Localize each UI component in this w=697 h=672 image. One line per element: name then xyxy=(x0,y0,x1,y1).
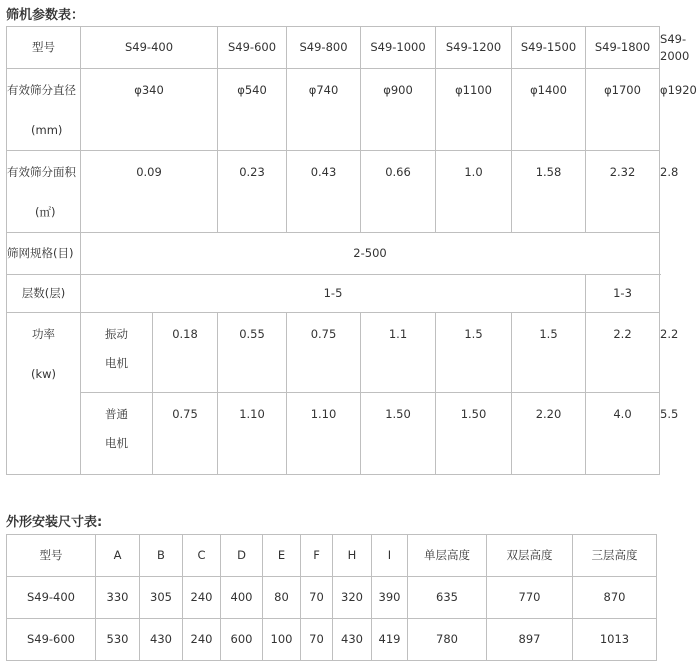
area-cell: 1.0 xyxy=(436,151,512,233)
diameter-cell: φ1700 xyxy=(586,69,660,151)
area-cell: 0.09 xyxy=(81,151,218,233)
dimensions-table-title: 外形安装尺寸表: xyxy=(6,515,103,530)
dim-cell: 770 xyxy=(487,577,573,619)
norm-cell: 1.10 xyxy=(287,393,361,475)
dim-header: B xyxy=(140,535,183,577)
dim-header: E xyxy=(263,535,301,577)
area-cell: 0.43 xyxy=(287,151,361,233)
diameter-label: 有效筛分直径 (mm) xyxy=(7,69,81,151)
dim-cell: S49-400 xyxy=(7,577,96,619)
area-cell: 2.32 xyxy=(586,151,660,233)
screen-params-table xyxy=(6,26,697,475)
vib-cell: 0.75 xyxy=(287,313,361,393)
area-label: 有效筛分面积 (㎡) xyxy=(7,151,81,233)
diameter-row: 有效筛分直径 (mm) φ340 φ540 φ740 φ900 φ1100 φ1400 φ1700 φ1920 xyxy=(7,69,660,151)
dim-cell: 70 xyxy=(301,619,333,661)
dim-cell: 600 xyxy=(221,619,263,661)
dim-cell: 780 xyxy=(408,619,487,661)
dim-cell: S49-600 xyxy=(7,619,96,661)
dim-cell: 240 xyxy=(183,619,221,661)
params-table-title: 筛机参数表： xyxy=(6,8,85,23)
dim-header: A xyxy=(96,535,140,577)
vib-cell: 2.2 xyxy=(586,313,660,393)
dim-cell: 320 xyxy=(333,577,372,619)
mesh-value: 2-500 xyxy=(81,233,660,275)
vib-motor-label: 振动 电机 xyxy=(81,313,153,393)
dim-header: 单层高度 xyxy=(408,535,487,577)
normal-motor-row: 普通 电机 0.75 1.10 1.10 1.50 1.50 2.20 4.0 5.5 xyxy=(7,393,660,475)
norm-cell: 2.20 xyxy=(512,393,586,475)
norm-cell: 1.50 xyxy=(361,393,436,475)
dim-cell: 400 xyxy=(221,577,263,619)
model-cell: S49-1500 xyxy=(512,27,586,69)
diameter-cell: φ740 xyxy=(287,69,361,151)
power-label: 功率 (kw) xyxy=(7,313,81,475)
norm-cell: 1.10 xyxy=(218,393,287,475)
dim-header: 双层高度 xyxy=(487,535,573,577)
normal-motor-label: 普通 电机 xyxy=(81,393,153,475)
dimensions-table xyxy=(6,534,657,661)
dim-header: H xyxy=(333,535,372,577)
area-row: 有效筛分面积 (㎡) 0.09 0.23 0.43 0.66 1.0 1.58 2.32 2.8 xyxy=(7,151,660,233)
dim-cell: 70 xyxy=(301,577,333,619)
vib-cell: 1.5 xyxy=(512,313,586,393)
dim-cell: 870 xyxy=(573,577,657,619)
area-cell: 1.58 xyxy=(512,151,586,233)
dim-header: D xyxy=(221,535,263,577)
diameter-cell: φ1400 xyxy=(512,69,586,151)
diameter-cell: φ1100 xyxy=(436,69,512,151)
table-row xyxy=(7,619,657,661)
vib-cell: 0.55 xyxy=(218,313,287,393)
vib-cell: 1.1 xyxy=(361,313,436,393)
dim-cell: 635 xyxy=(408,577,487,619)
mesh-row xyxy=(7,233,660,275)
vib-cell: 0.18 xyxy=(153,313,218,393)
dim-cell: 80 xyxy=(263,577,301,619)
layers-value-a: 1-5 xyxy=(81,275,586,313)
area-cell: 0.23 xyxy=(218,151,287,233)
diameter-cell: φ340 xyxy=(81,69,218,151)
dim-header: F xyxy=(301,535,333,577)
norm-cell: 4.0 xyxy=(586,393,660,475)
dim-cell: 305 xyxy=(140,577,183,619)
layers-label: 层数(层) xyxy=(7,275,81,313)
dim-cell: 430 xyxy=(140,619,183,661)
dim-header: 型号 xyxy=(7,535,96,577)
vib-cell: 1.5 xyxy=(436,313,512,393)
vib-motor-row: 功率 (kw) 振动 电机 0.18 0.55 0.75 1.1 1.5 1.5 2.2 2.2 xyxy=(7,313,660,393)
norm-cell: 0.75 xyxy=(153,393,218,475)
diameter-cell: φ900 xyxy=(361,69,436,151)
dim-header-row xyxy=(7,535,657,577)
diameter-cell: φ540 xyxy=(218,69,287,151)
dim-cell: 530 xyxy=(96,619,140,661)
dim-header: 三层高度 xyxy=(573,535,657,577)
model-cell: S49-1200 xyxy=(436,27,512,69)
dim-cell: 419 xyxy=(372,619,408,661)
dim-header: I xyxy=(372,535,408,577)
dim-cell: 330 xyxy=(96,577,140,619)
dim-cell: 100 xyxy=(263,619,301,661)
model-row: 型号 S49-400 S49-600 S49-800 S49-1000 S49-1200 S49-1500 S49-1800 S49-2000 xyxy=(7,27,660,69)
model-label: 型号 xyxy=(7,27,81,69)
model-cell: S49-600 xyxy=(218,27,287,69)
dim-cell: 1013 xyxy=(573,619,657,661)
dim-cell: 897 xyxy=(487,619,573,661)
layers-row xyxy=(7,275,660,313)
area-cell: 0.66 xyxy=(361,151,436,233)
dim-header: C xyxy=(183,535,221,577)
dim-cell: 430 xyxy=(333,619,372,661)
model-cell: S49-800 xyxy=(287,27,361,69)
norm-cell: 1.50 xyxy=(436,393,512,475)
model-cell: S49-400 xyxy=(81,27,218,69)
layers-value-b: 1-3 xyxy=(586,275,660,313)
table-row xyxy=(7,577,657,619)
dim-cell: 240 xyxy=(183,577,221,619)
mesh-label: 筛网规格(目) xyxy=(7,233,81,275)
dim-cell: 390 xyxy=(372,577,408,619)
model-cell: S49-1800 xyxy=(586,27,660,69)
model-cell: S49-1000 xyxy=(361,27,436,69)
